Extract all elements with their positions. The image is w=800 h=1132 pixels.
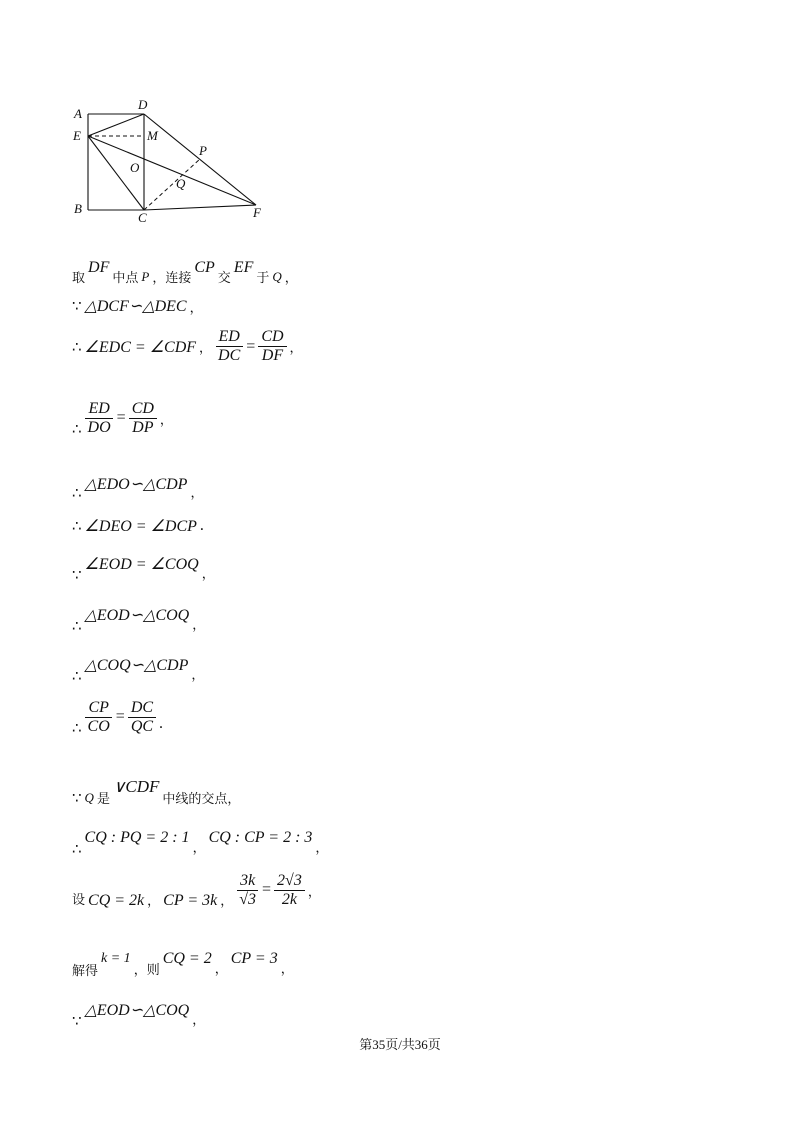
text: ，: [201, 566, 215, 582]
solution-line-7: [72, 544, 215, 584]
math: DF: [88, 258, 110, 276]
label-e: E: [73, 128, 81, 143]
math: △COQ∽△CDP: [84, 657, 189, 674]
label-p: P: [199, 143, 207, 158]
text: ，: [189, 300, 203, 316]
page-number: 第35页/共36页: [359, 1037, 441, 1052]
therefore-symbol: ∴: [72, 337, 82, 356]
text: ，: [192, 617, 206, 633]
because-symbol: ∵: [72, 1012, 82, 1030]
solution-line-15: [72, 990, 205, 1030]
math: CP = 3: [230, 949, 278, 967]
therefore-symbol: ∴: [72, 617, 82, 635]
math: △EOD∽△COQ: [84, 1002, 190, 1019]
text: 解得: [72, 964, 99, 979]
solution-line-1: [72, 253, 298, 286]
math: EF: [233, 258, 254, 276]
text: 设: [72, 892, 86, 908]
text: ，: [147, 893, 161, 909]
math: △DCF∽△DEC: [84, 298, 187, 315]
because-symbol: ∵: [72, 788, 82, 807]
math: k = 1: [101, 950, 131, 966]
text: ，: [190, 485, 204, 501]
solution-line-14: [72, 938, 294, 979]
geometry-figure: [68, 96, 278, 226]
therefore-symbol: ∴: [72, 719, 82, 737]
text: ，: [289, 341, 303, 356]
solution-line-13: [72, 870, 321, 910]
math: CQ = 2k: [88, 892, 145, 909]
fraction: $\frac{CP}{CO}$: [85, 699, 113, 736]
text: ，: [315, 840, 329, 856]
fraction: $\frac{CD}{DP}$: [129, 400, 157, 437]
math: ∨CDF: [112, 776, 160, 796]
text: 中点: [112, 271, 139, 286]
equals: =: [246, 337, 256, 355]
text: ，: [307, 884, 321, 900]
text: ，: [280, 962, 294, 977]
because-symbol: ∵: [72, 566, 82, 584]
math: ∠DEO = ∠DCP: [84, 518, 197, 535]
text: ，则: [133, 963, 160, 978]
fraction: $\frac{CD}{DF}$: [258, 328, 286, 365]
period: .: [199, 517, 204, 534]
text: ，: [284, 271, 298, 286]
therefore-symbol: ∴: [72, 517, 82, 535]
label-c: C: [138, 210, 147, 225]
solution-line-4: [72, 398, 173, 438]
label-m: M: [147, 128, 158, 143]
math: CP = 3k: [163, 892, 218, 909]
math: CQ : PQ = 2 : 1: [84, 829, 190, 846]
solution-line-6: [72, 516, 204, 536]
therefore-symbol: ∴: [72, 840, 82, 858]
equals: =: [116, 409, 126, 426]
therefore-symbol: ∴: [72, 420, 82, 438]
math: △EOD∽△COQ: [84, 607, 190, 624]
label-o: O: [130, 160, 140, 175]
text: ，: [199, 341, 213, 356]
math: △EDO∽△CDP: [84, 476, 188, 493]
text: ，: [214, 962, 228, 977]
text: ，连接: [152, 271, 192, 286]
equals: =: [262, 881, 272, 898]
text: ，: [220, 893, 234, 909]
label-d: D: [138, 97, 148, 112]
because-symbol: ∵: [72, 297, 82, 315]
text: 交: [217, 271, 231, 286]
fraction: $\frac{3k}{√3}$: [236, 872, 259, 909]
label-a: A: [74, 106, 82, 121]
solution-line-11: [72, 766, 240, 807]
text: 是: [96, 792, 110, 807]
math: CP: [194, 258, 215, 276]
solution-line-2: [72, 296, 203, 316]
text: ，: [191, 667, 205, 683]
equals: =: [115, 708, 125, 725]
math: CQ = 2: [162, 949, 212, 967]
solution-line-9: [72, 645, 204, 685]
label-q: Q: [176, 176, 186, 191]
solution-line-5: [72, 466, 203, 502]
text: ，: [192, 1012, 206, 1028]
math: ∠EDC = ∠CDF: [84, 338, 197, 356]
solution-line-3: [72, 328, 303, 365]
therefore-symbol: ∴: [72, 484, 82, 502]
text: 取: [72, 271, 86, 286]
fraction: $\frac{ED}{DC}$: [215, 328, 243, 365]
solution-line-12: [72, 818, 328, 858]
text: 中线的交点，: [162, 792, 241, 807]
text: ，: [159, 412, 173, 428]
math: P: [141, 268, 150, 284]
math: ∠EOD = ∠COQ: [84, 556, 199, 573]
solution-line-8: [72, 595, 205, 635]
label-b: B: [74, 201, 82, 216]
text: ，: [192, 840, 206, 856]
text: 于: [256, 271, 270, 286]
period: .: [159, 715, 164, 732]
fraction: $\frac{ED}{DO}$: [85, 400, 114, 437]
label-f: F: [253, 205, 261, 220]
fraction: $\frac{DC}{QC}$: [128, 699, 156, 736]
therefore-symbol: ∴: [72, 667, 82, 685]
solution-line-10: [72, 697, 163, 737]
math: CQ : CP = 2 : 3: [208, 829, 313, 846]
page-footer: [0, 1034, 800, 1053]
fraction: $\frac{2√3}{2k}$: [274, 872, 305, 909]
math: Q: [272, 268, 282, 284]
math: Q: [84, 789, 94, 805]
